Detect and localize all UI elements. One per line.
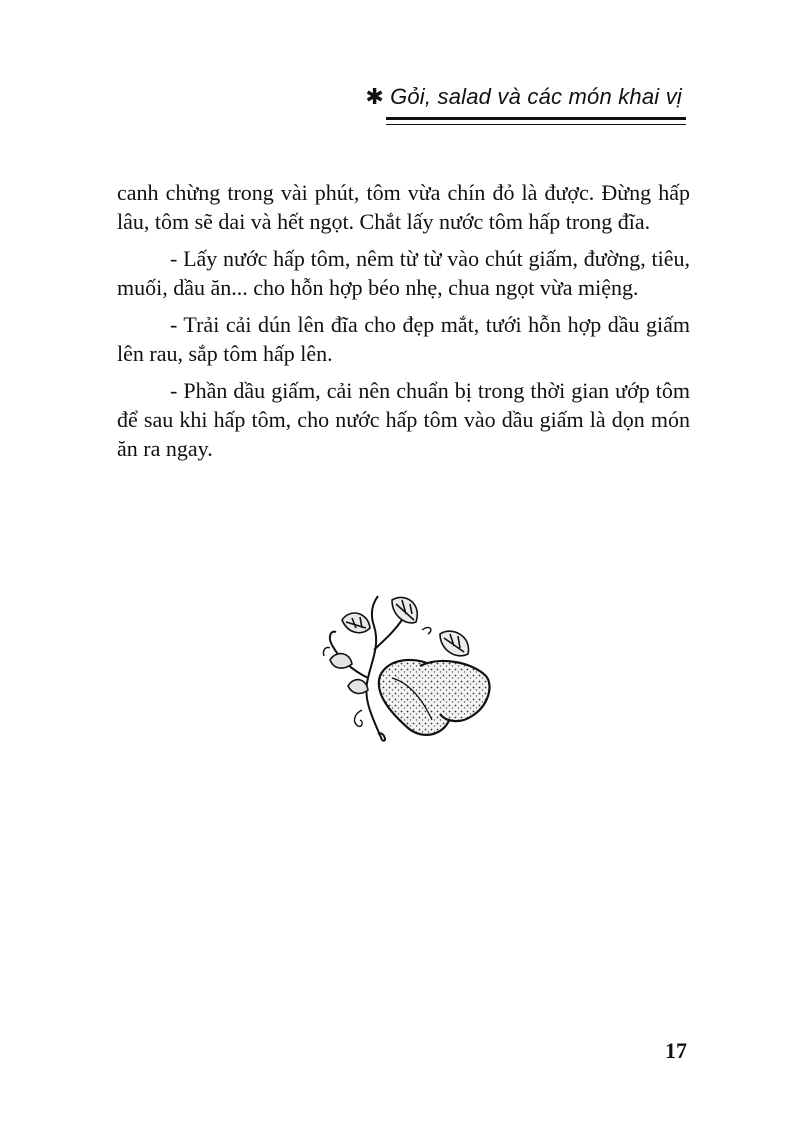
asterisk-icon: ✱: [365, 84, 385, 109]
running-header: [365, 84, 682, 110]
body-text: [117, 178, 690, 471]
pea-pod-illustration: [322, 590, 494, 748]
pods: [379, 660, 490, 735]
header-rule-thin: [386, 124, 686, 125]
paragraph-3: - Trải cải dún lên đĩa cho đẹp mắt, tưới hỗn hợp dầu giấm lên rau, sắp tôm hấp lên.: [117, 312, 690, 366]
chapter-title: Gỏi, salad và các món khai vị: [390, 84, 682, 109]
paragraph-4: - Phần dầu giấm, cải nên chuẩn bị trong thời gian ướp tôm để sau khi hấp tôm, cho nước hấp tôm vào dầu giấm là dọn món ăn ra ngay.: [117, 378, 690, 461]
header-rule-thick: [386, 117, 686, 120]
paragraph-2: - Lấy nước hấp tôm, nêm từ từ vào chút giấm, đường, tiêu, muối, dầu ăn... cho hỗn hợp béo nhẹ, chua ngọt vừa miệng.: [117, 246, 690, 300]
page-number: 17: [665, 1038, 687, 1063]
paragraph-1: canh chừng trong vài phút, tôm vừa chín đỏ là được. Đừng hấp lâu, tôm sẽ dai và hết ngọt. Chắt lấy nước tôm hấp trong đĩa.: [117, 180, 690, 234]
